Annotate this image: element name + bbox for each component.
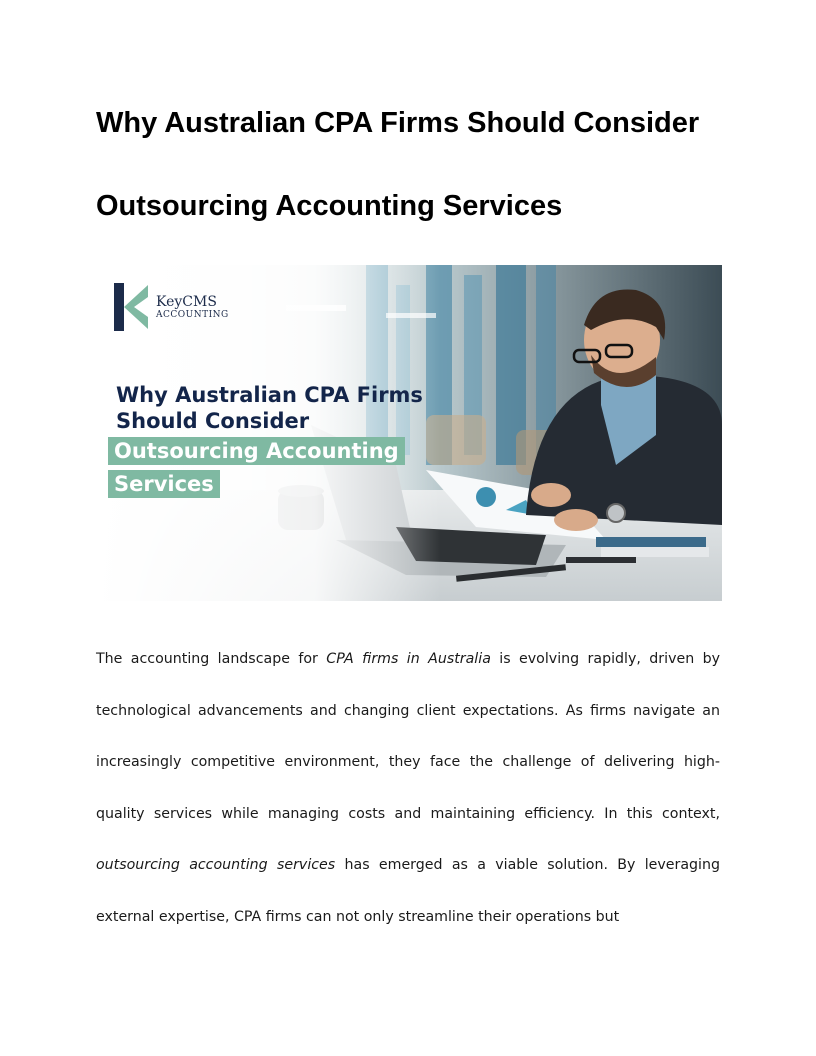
paragraph-emphasis-cpa-firms: CPA firms in Australia	[326, 651, 491, 667]
paragraph-text-2: is evolving rapidly, driven by technological advancements and changing client expectations. As firms navigate an increasingly competitive environment, they face the challenge of delivering high-quality services while managing costs and maintaining efficiency. In this context,	[96, 651, 721, 822]
keycms-logo	[114, 283, 229, 331]
logo-name: KeyCMS	[156, 293, 217, 310]
paragraph-text-1: The accounting landscape for	[96, 651, 327, 667]
keycms-k-mark-icon	[114, 283, 148, 331]
logo-subtitle: ACCOUNTING	[156, 309, 229, 320]
banner-headline-line-1: Why Australian CPA Firms	[116, 383, 423, 407]
banner-image	[96, 265, 722, 601]
paragraph-text-3: has emerged as a viable solution. By leveraging external expertise, CPA firms can not only streamline their operations but	[96, 857, 720, 925]
paragraph-emphasis-outsourcing: outsourcing accounting services	[96, 857, 336, 874]
intro-paragraph	[96, 634, 720, 944]
banner-headline-line-2: Should Consider	[116, 409, 310, 433]
banner-headline-line-3: Outsourcing Accounting	[108, 437, 405, 465]
title-line-1: Why Australian CPA Firms Should Consider	[96, 107, 700, 139]
document-title	[96, 82, 736, 248]
banner-headline-line-4: Services	[108, 470, 220, 498]
title-line-2: Outsourcing Accounting Services	[96, 190, 563, 222]
